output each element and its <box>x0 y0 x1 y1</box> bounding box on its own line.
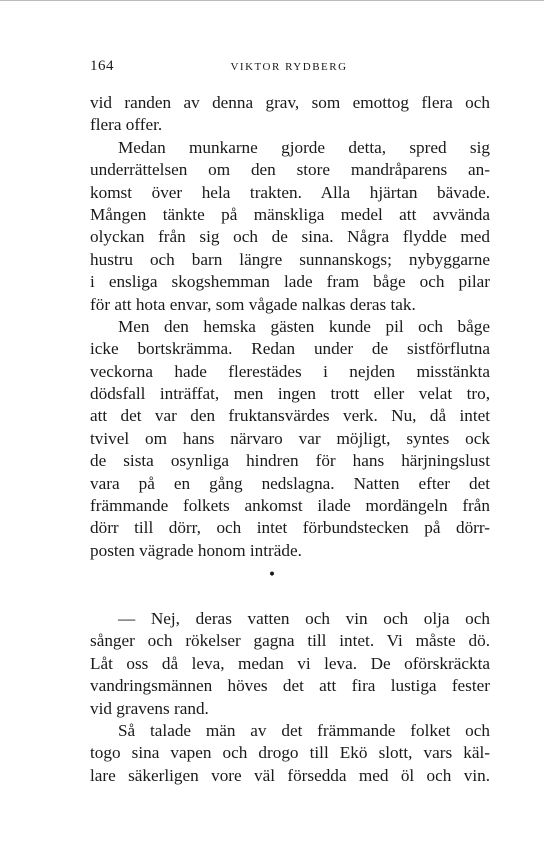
text-line: flera offer. <box>90 115 163 135</box>
text-block-2 <box>90 608 490 787</box>
text-line: icke bortskrämma. Redan under de sistförflutna <box>90 339 490 359</box>
text-line: olyckan från sig och de sina. Några flydde med <box>90 227 490 247</box>
text-line: att det var den fruktansvärdes verk. Nu, då intet <box>90 406 490 426</box>
text-line: hustru och barn längre sunnanskogs; nybyggarne <box>90 249 490 269</box>
text-line: dödsfall inträffat, men ingen trott eller velat tro, <box>90 384 490 404</box>
text-line: i ensliga skogshemman lade fram båge och pilar <box>90 272 490 292</box>
text-line: för att hota envar, som vågade nalkas deras tak. <box>90 294 416 314</box>
text-line: Medan munkarne gjorde detta, spred sig <box>118 137 490 157</box>
text-line: Men den hemska gästen kunde pil och båge <box>118 316 490 336</box>
text-line: posten vägrade honom inträde. <box>90 540 302 560</box>
text-line: vara på en gång nedslagna. Natten efter det <box>90 473 490 493</box>
text-line: Mången tänkte på mänskliga medel att avvända <box>90 204 490 224</box>
page-header <box>90 58 488 78</box>
text-line: vid randen av denna grav, som emottog flera och <box>90 93 490 112</box>
text-line: sånger och rökelser gagna till intet. Vi måste dö. <box>90 631 490 651</box>
running-head: VIKTOR RYDBERG <box>230 61 348 73</box>
text-line: veckorna hade flerestädes i nejden misstänkta <box>90 361 490 381</box>
text-line: främmande folkets ankomst ilade mordängeln från <box>90 496 490 516</box>
text-line: Låt oss då leva, medan vi leva. De oförskräckta <box>90 653 490 673</box>
section-break: • <box>267 567 277 583</box>
text-block-1 <box>90 92 490 562</box>
text-line: dörr till dörr, och intet förbundstecken på dörr- <box>90 518 490 538</box>
text-line: togo sina vapen och drogo till Ekö slott, vars käl- <box>90 743 490 763</box>
text-line: vid gravens rand. <box>90 698 209 718</box>
text-line: — Nej, deras vatten och vin och olja och <box>118 609 490 628</box>
page-number: 164 <box>90 58 114 74</box>
text-line: lare säkerligen vore väl försedda med öl och vin. <box>90 765 490 785</box>
text-line: underrättelsen om den store mandråparens an- <box>90 160 490 180</box>
text-line: de sista osynliga hindren för hans härjningslust <box>90 451 490 471</box>
text-line: vandringsmännen höves det att fira lustiga fester <box>90 676 490 696</box>
text-line: Så talade män av det främmande folket och <box>118 720 490 740</box>
text-line: komst över hela trakten. Alla hjärtan bävade. <box>90 182 490 202</box>
text-line: tvivel om hans närvaro var möjligt, syntes ock <box>90 428 490 448</box>
